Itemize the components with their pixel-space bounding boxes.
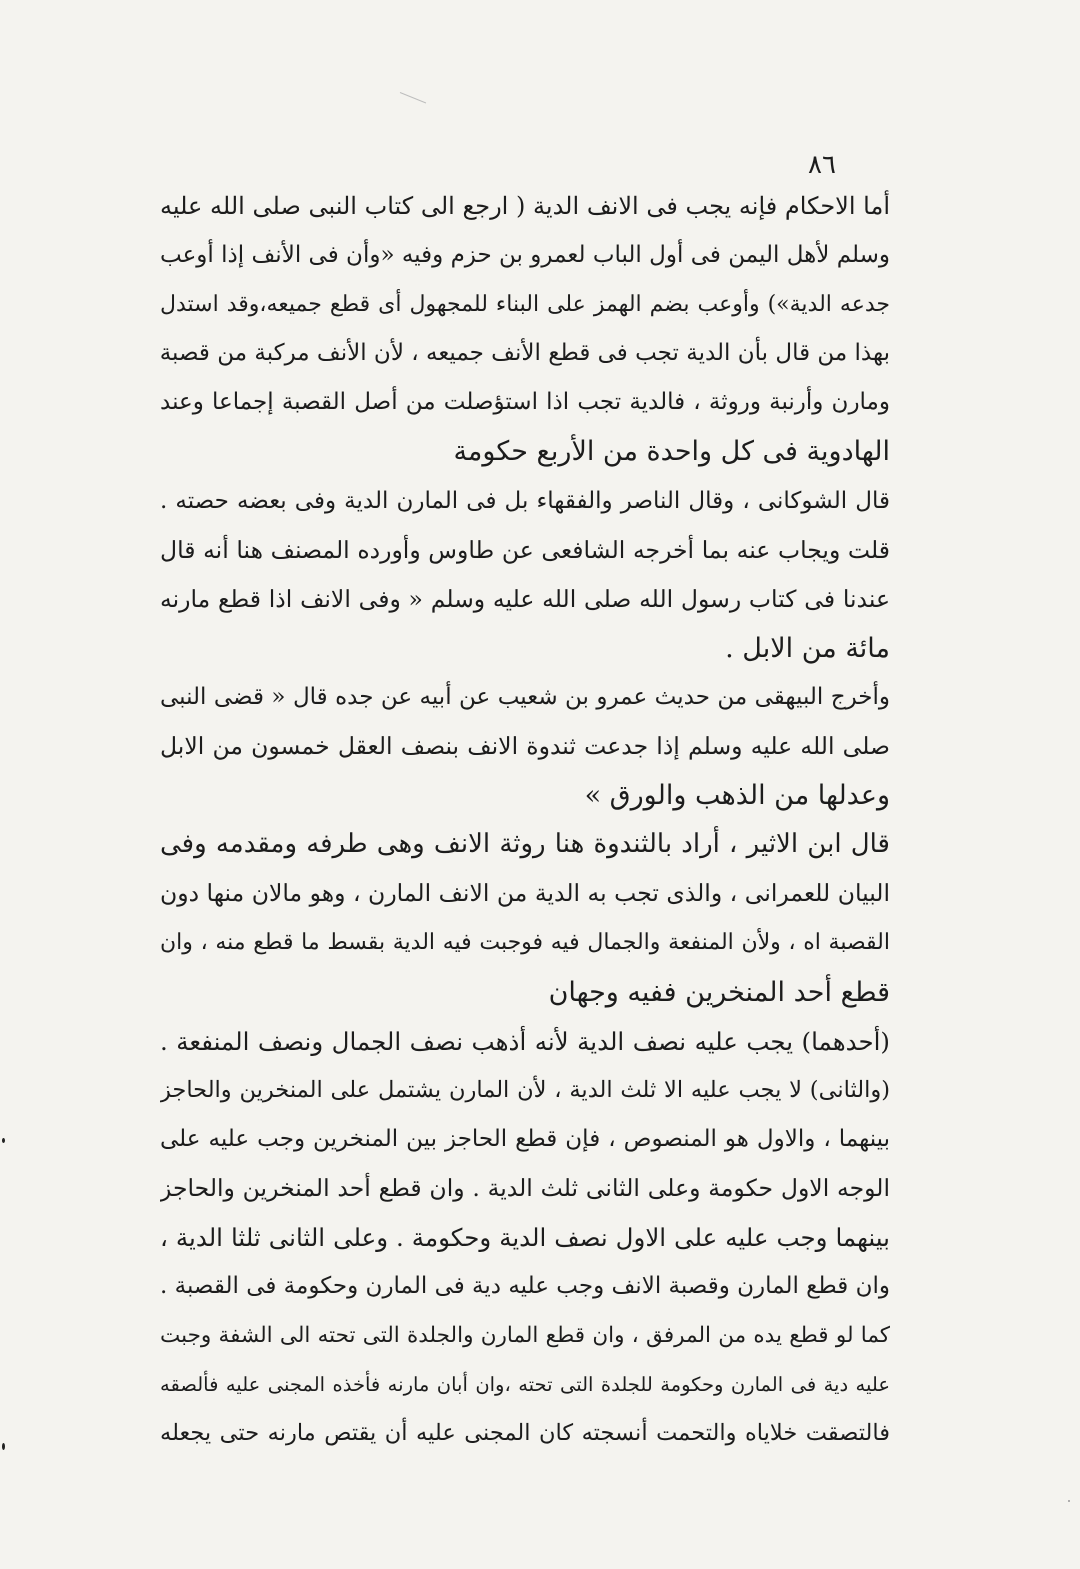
text-line: وأخرج البيهقى من حديث عمرو بن شعيب عن أبيه عن جده قال « قضى النبى <box>160 683 890 710</box>
text-line: (والثانى) لا يجب عليه الا ثلث الدية ، لأن المارن يشتمل على المنخرين والحاجز <box>160 1076 890 1103</box>
scan-speck <box>2 1138 5 1143</box>
text-line: وان قطع المارن وقصبة الانف وجب عليه دية فى المارن وحكومة فى القصبة . <box>160 1273 890 1300</box>
text-line: قال ابن الاثير ، أراد بالثندوة هنا روثة الانف وهى طرفه ومقدمه وفى <box>160 829 890 860</box>
text-line: (أحدهما) يجب عليه نصف الدية لأنه أذهب نصف الجمال ونصف المنفعة . <box>160 1026 890 1056</box>
text-line: ومارن وأرنبة وروثة ، فالدية تجب اذا استؤصلت من أصل القصبة إجماعا وعند <box>160 389 890 416</box>
text-line: مائة من الابل . <box>725 632 890 664</box>
text-line: القصبة اه ، ولأن المنفعة والجمال فيه فوجبت فيه الدية بقسط ما قطع منه ، وان <box>160 930 890 956</box>
scan-scratch <box>400 92 426 103</box>
text-line: عندنا فى كتاب رسول الله صلى الله عليه وسلم « وفى الانف اذا قطع مارنه <box>160 584 890 613</box>
text-line: قلت ويجاب عنه بما أخرجه الشافعى عن طاوس وأورده المصنف هنا أنه قال <box>160 535 890 564</box>
text-line: أما الاحكام فإنه يجب فى الانف الدية ( ارجع الى كتاب النبى صلى الله عليه <box>160 192 890 220</box>
text-line: البيان للعمرانى ، والذى تجب به الدية من الانف المارن ، وهو مالان منها دون <box>160 879 890 908</box>
text-line: فالتصقت خلاياه والتحمت أنسجته كان المجنى عليه أن يقتص مارنه حتى يجعله <box>160 1420 890 1447</box>
scan-speck <box>1068 1500 1070 1502</box>
text-line: جدعه الدية») وأوعب بضم الهمز على البناء للمجهول أى قطع جميعه،وقد استدل <box>160 292 890 318</box>
text-line: صلى الله عليه وسلم إذا جدعت ثندوة الانف بنصف العقل خمسون من الابل <box>160 732 890 761</box>
text-line: بينهما وجب عليه على الاول نصف الدية وحكومة . وعلى الثانى ثلثا الدية ، <box>160 1222 890 1252</box>
text-line: بهذا من قال بأن الدية تجب فى قطع الأنف جميعه ، لأن الأنف مركبة من قصبة <box>160 340 890 367</box>
scan-speck <box>2 1443 5 1450</box>
text-line: وعدلها من الذهب والورق » <box>584 780 890 812</box>
text-line: قال الشوكانى ، وقال الناصر والفقهاء بل فى المارن الدية وفى بعضه حصته . <box>160 487 890 514</box>
text-line: كما لو قطع يده من المرفق ، وان قطع المارن والجلدة التى تحته الى الشفة وجبت <box>160 1323 890 1349</box>
body-text <box>160 182 890 1458</box>
text-line: وسلم لأهل اليمن فى أول الباب لعمرو بن حزم وفيه «وأن فى الأنف إذا أوعب <box>160 242 890 269</box>
text-line: عليه دية فى المارن وحكومة للجلدة التى تحته ،وان أبان مارنه فأخذه المجنى عليه فألصقه <box>160 1373 890 1397</box>
text-line: بينهما ، والاول هو المنصوص ، فإن قطع الحاجز بين المنخرين وجب عليه على <box>160 1125 890 1152</box>
text-line: قطع أحد المنخرين ففيه وجهان <box>548 976 890 1008</box>
text-line: الوجه الاول حكومة وعلى الثانى ثلث الدية . وان قطع أحد المنخرين والحاجز <box>160 1173 890 1202</box>
text-line: الهادوية فى كل واحدة من الأربع حكومة <box>453 436 890 468</box>
page-number: ٨٦ <box>808 150 836 180</box>
